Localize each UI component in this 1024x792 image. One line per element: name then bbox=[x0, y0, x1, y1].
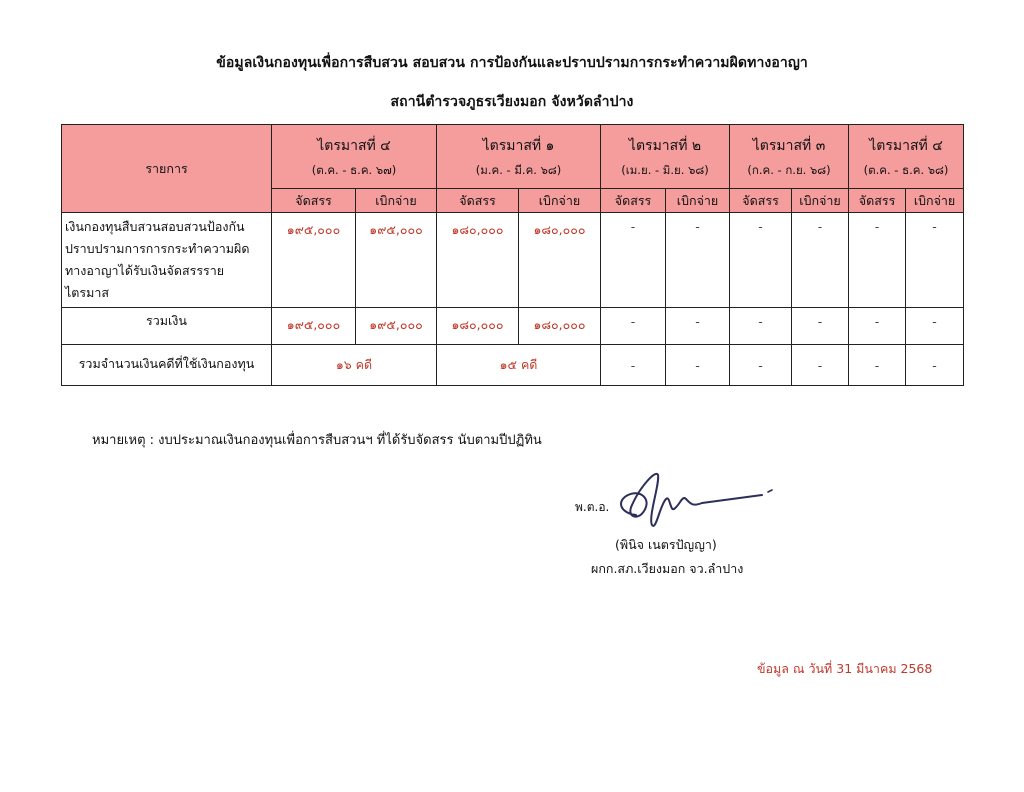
table-cell: - bbox=[666, 345, 730, 386]
disbursed-header: เบิกจ่าย bbox=[519, 189, 601, 213]
table-cell: ๑๘๐,๐๐๐ bbox=[519, 213, 601, 308]
table-cell: - bbox=[666, 213, 730, 308]
table-cell: - bbox=[601, 213, 666, 308]
disbursed-header: เบิกจ่าย bbox=[792, 189, 849, 213]
disbursed-header: เบิกจ่าย bbox=[356, 189, 437, 213]
row-label: รวมเงิน bbox=[62, 308, 272, 345]
document-subtitle: สถานีตำรวจภูธรเวียงมอก จังหวัดลำปาง bbox=[390, 94, 634, 110]
quarter-header bbox=[272, 125, 437, 189]
table-cell: - bbox=[730, 213, 792, 308]
table-cell: ๑๙๕,๐๐๐ bbox=[272, 213, 356, 308]
allocated-header: จัดสรร bbox=[272, 189, 356, 213]
signature-rank: พ.ต.อ. bbox=[575, 500, 610, 514]
table-cell: - bbox=[792, 213, 849, 308]
table-cell: - bbox=[792, 345, 849, 386]
table-cell: - bbox=[601, 308, 666, 345]
row-label: เงินกองทุนสืบสวนสอบสวนป้องกันปราบปรามการการกระทำความผิดทางอาญาได้รับเงินจัดสรรรายไตรมาส bbox=[62, 213, 272, 308]
quarter-header bbox=[849, 125, 964, 189]
disbursed-header: เบิกจ่าย bbox=[906, 189, 964, 213]
quarter-name: ไตรมาสที่ ๔ bbox=[317, 138, 391, 154]
signer-name: (พินิจ เนตรปัญญา) bbox=[615, 537, 717, 552]
table-cell: ๑๙๕,๐๐๐ bbox=[356, 308, 437, 345]
table-cell: - bbox=[906, 213, 964, 308]
document-title: ข้อมูลเงินกองทุนเพื่อการสืบสวน สอบสวน การป้องกันและปราบปรามการกระทำความผิดทางอาญา bbox=[216, 55, 808, 71]
table-cell: ๑๘๐,๐๐๐ bbox=[519, 308, 601, 345]
signer-position: ผกก.สภ.เวียงมอก จว.ลำปาง bbox=[591, 561, 744, 576]
quarter-range: (ต.ค. - ธ.ค. ๖๘) bbox=[863, 163, 949, 177]
table-cell: - bbox=[730, 308, 792, 345]
remark-note: หมายเหตุ : งบประมาณเงินกองทุนเพื่อการสืบสวนฯ ที่ได้รับจัดสรร นับตามปีปฏิทิน bbox=[92, 433, 542, 448]
table-row bbox=[62, 213, 964, 308]
allocated-header: จัดสรร bbox=[730, 189, 792, 213]
table-cell: - bbox=[601, 345, 666, 386]
table-cell: - bbox=[849, 308, 906, 345]
allocated-header: จัดสรร bbox=[437, 189, 519, 213]
allocated-header: จัดสรร bbox=[601, 189, 666, 213]
quarter-name: ไตรมาสที่ ๒ bbox=[628, 138, 702, 154]
table-cell: ๑๕ คดี bbox=[437, 345, 601, 386]
item-header: รายการ bbox=[62, 125, 272, 213]
signature-mark bbox=[612, 465, 782, 535]
quarter-name: ไตรมาสที่ ๑ bbox=[482, 138, 555, 154]
allocated-header: จัดสรร bbox=[849, 189, 906, 213]
table-cell: ๑๙๕,๐๐๐ bbox=[272, 308, 356, 345]
table-cell: ๑๖ คดี bbox=[272, 345, 437, 386]
table-cell: - bbox=[666, 308, 730, 345]
quarter-range: (ก.ค. - ก.ย. ๖๘) bbox=[747, 163, 831, 177]
disbursed-header: เบิกจ่าย bbox=[666, 189, 730, 213]
table-cell: - bbox=[849, 213, 906, 308]
row-label: รวมจำนวนเงินคดีที่ใช้เงินกองทุน bbox=[62, 345, 272, 386]
quarter-header bbox=[730, 125, 849, 189]
table-row bbox=[62, 308, 964, 345]
table-cell: ๑๘๐,๐๐๐ bbox=[437, 213, 519, 308]
data-as-of-date: ข้อมูล ณ วันที่ 31 มีนาคม 2568 bbox=[757, 661, 933, 676]
table-cell: - bbox=[849, 345, 906, 386]
table-cell: - bbox=[730, 345, 792, 386]
quarter-name: ไตรมาสที่ ๔ bbox=[869, 138, 943, 154]
quarter-header bbox=[437, 125, 601, 189]
quarter-range: (เม.ย. - มิ.ย. ๖๘) bbox=[621, 163, 709, 177]
quarter-name: ไตรมาสที่ ๓ bbox=[752, 138, 826, 154]
table-cell: - bbox=[906, 345, 964, 386]
table-cell: ๑๙๕,๐๐๐ bbox=[356, 213, 437, 308]
budget-table bbox=[61, 124, 964, 386]
quarter-range: (ต.ค. - ธ.ค. ๖๗) bbox=[311, 163, 397, 177]
quarter-header bbox=[601, 125, 730, 189]
quarter-range: (ม.ค. - มี.ค. ๖๘) bbox=[475, 163, 562, 177]
table-row bbox=[62, 345, 964, 386]
table-cell: - bbox=[792, 308, 849, 345]
table-cell: ๑๘๐,๐๐๐ bbox=[437, 308, 519, 345]
table-cell: - bbox=[906, 308, 964, 345]
